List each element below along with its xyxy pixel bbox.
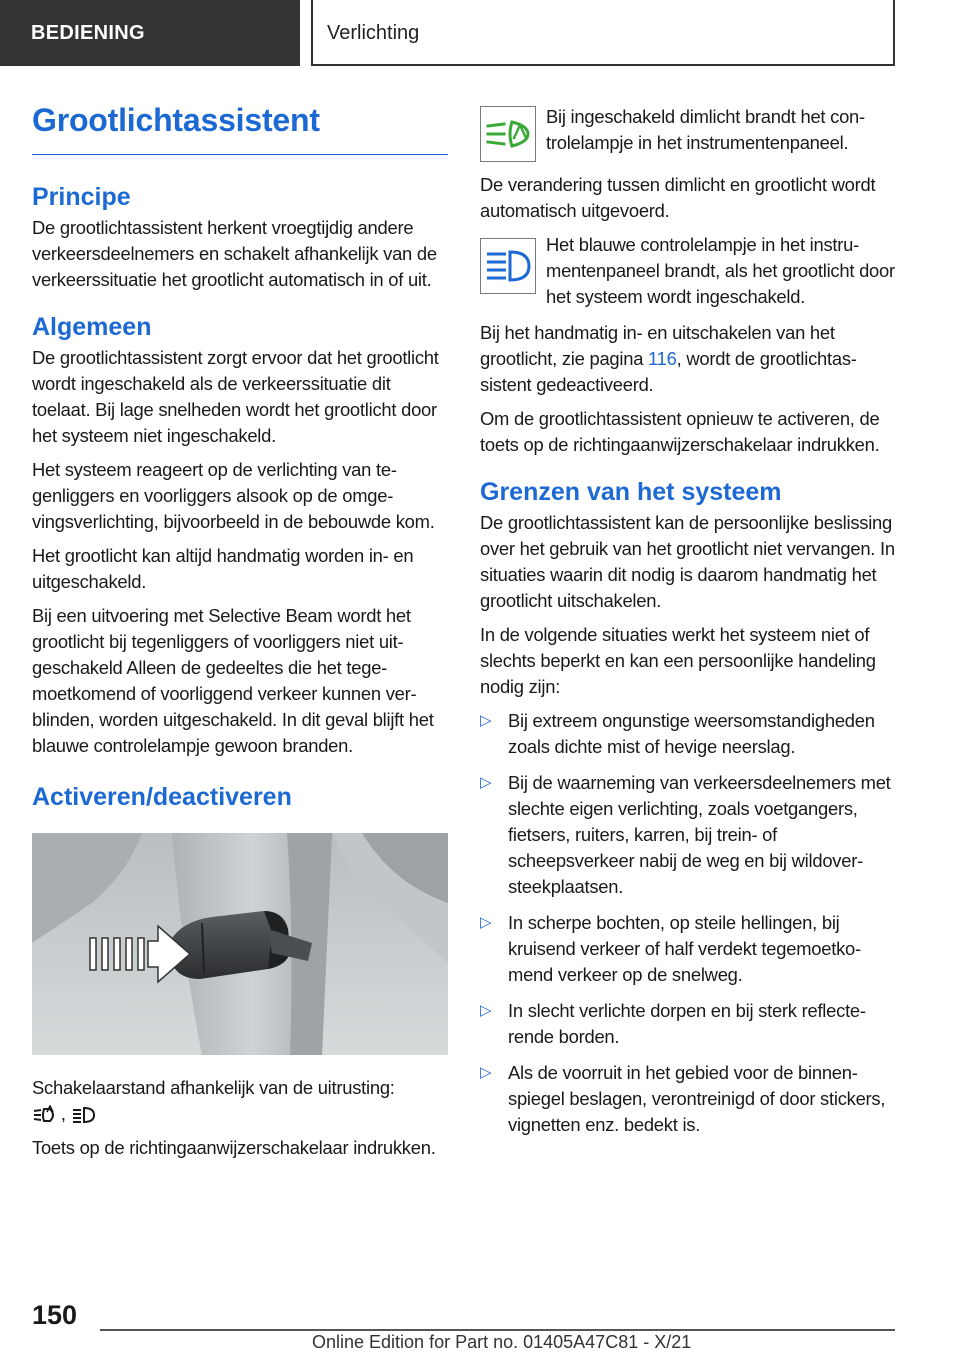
paragraph-principe: De grootlichtassistent herkent vroegtijdig andere verkeersdeelnemers en schakelt afhankelijk van de verkeerssituatie het grootlicht automatisch in of uit. (32, 217, 437, 290)
list-item-text: In slecht verlichte dorpen en bij sterk reflecterende borden. (508, 1000, 867, 1047)
section-label: BEDIENING (0, 0, 300, 66)
schakelaarstand-text: Schakelaarstand afhankelijk van de uitrusting: (32, 1077, 395, 1098)
paragraph-handmatig (480, 320, 896, 398)
paragraph-grenzen-1: De grootlichtassistent kan de persoonlijke beslissing over het gebruik van het grootlicht niet vervangen. In situaties waarin dit nodig is daarom handmatig het grootlicht uitschakelen. (480, 512, 895, 611)
list-item (480, 998, 896, 1050)
paragraph-indicator-dimlicht: Bij ingeschakeld dimlicht brandt het controlelampje in het instrumentenpaneel. (546, 106, 866, 153)
paragraph-schakelaarstand (32, 1075, 448, 1127)
indicator-row-grootlicht (480, 232, 896, 310)
list-item-text: Bij de waarneming van verkeersdeelnemers met slechte eigen verlichting, zoals voetgangers, fietsers, ruiters, karren, bij trein- of scheepsverkeer nabij de weg en bij wildoversteekplaatsen. (508, 772, 891, 897)
list-item-text: In scherpe bochten, op steile hellingen, bij kruisend verkeer of half verdekt tegemoetkomend verkeer op de snelweg. (508, 912, 862, 985)
indicator-icon-frame (480, 106, 536, 162)
list-item (480, 708, 896, 760)
heading-activeren: Activeren/deactiveren (32, 783, 292, 811)
bullet-marker-icon: ▷ (480, 712, 492, 729)
list-item (480, 910, 896, 988)
lever-illustration (32, 833, 448, 1055)
page-header (0, 0, 960, 66)
list-item (480, 1060, 896, 1138)
paragraph-algemeen-1: De grootlichtassistent zorgt ervoor dat het grootlicht wordt ingeschakeld als de verkeerssituatie dit toelaat. Bij lage snelheden wordt het grootlicht door het systeem niet ingeschakeld. (32, 347, 439, 446)
bullet-marker-icon: ▷ (480, 1064, 492, 1081)
page-number: 150 (32, 1300, 78, 1330)
high-beam-icon (71, 1105, 95, 1125)
list-item-text: Als de voorruit in het gebied voor de binnenspiegel beslagen, verontreinigd of door stickers, vignetten enz. bedekt is. (508, 1062, 886, 1135)
left-column (32, 100, 448, 1169)
list-item-text: Bij extreem ongunstige weersomstandigheden zoals dichte mist of hevige neerslag. (508, 710, 875, 757)
handmatig-text-b: , wordt de grootlichtassistent gedeactiveerd. (480, 348, 857, 395)
handmatig-text-a: Bij het handmatig in- en uitschakelen van het grootlicht, zie pagina (480, 322, 835, 369)
bullet-marker-icon: ▷ (480, 1002, 492, 1019)
paragraph-opnieuw: Om de grootlichtassistent opnieuw te activeren, de toets op de richtingaanwijzerschakelaar indrukken. (480, 408, 880, 455)
paragraph-algemeen-4: Bij een uitvoering met Selective Beam wordt het grootlicht bij tegenliggers of voorliggers niet uitgeschakeld Alleen de gedeeltes die het tegemoetkomend of voorliggend verkeer kunnen verblinden, worden uitgeschakeld. In dit geval blijft het blauwe controlelampje gewoon branden. (32, 605, 434, 756)
paragraph-algemeen-3: Het grootlicht kan altijd handmatig worden in- en uitgeschakeld. (32, 545, 414, 592)
heading-algemeen: Algemeen (32, 313, 152, 341)
footer-edition: Online Edition for Part no. 01405A47C81 - X/21 (312, 1332, 692, 1352)
topic-label: Verlichting (311, 0, 895, 66)
paragraph-toets: Toets op de richtingaanwijzerschakelaar indrukken. (32, 1137, 436, 1158)
paragraph-algemeen-2: Het systeem reageert op de verlichting van tegenliggers en voorliggers alsook op de omgevingsverlichting, bijvoorbeeld in de bebouwde kom. (32, 459, 435, 532)
limitations-list (480, 708, 896, 1138)
high-beam-icon (484, 244, 532, 288)
turn-signal-lever-image (32, 833, 448, 1055)
bullet-marker-icon: ▷ (480, 774, 492, 791)
heading-principe: Principe (32, 183, 131, 211)
high-beam-assistant-icon (32, 1105, 56, 1125)
indicator-icon-frame (480, 238, 536, 294)
paragraph-wissel: De verandering tussen dimlicht en grootlicht wordt automatisch uitgevoerd. (480, 174, 876, 221)
high-beam-assistant-icon (484, 112, 532, 156)
footer-divider (100, 1329, 895, 1331)
paragraph-indicator-grootlicht: Het blauwe controlelampje in het instrumentenpaneel brandt, als het grootlicht door het systeem wordt ingeschakeld. (546, 234, 895, 307)
icon-separator: , (60, 1103, 66, 1124)
page-title: Grootlichtassistent (32, 100, 448, 155)
indicator-row-dimlicht (480, 104, 896, 162)
bullet-marker-icon: ▷ (480, 914, 492, 931)
heading-grenzen: Grenzen van het systeem (480, 478, 782, 506)
list-item (480, 770, 896, 900)
paragraph-grenzen-2: In de volgende situaties werkt het systeem niet of slechts beperkt en kan een persoonlijke handeling nodig zijn: (480, 624, 876, 697)
right-column (480, 104, 896, 1148)
page-link[interactable]: 116 (648, 348, 677, 369)
